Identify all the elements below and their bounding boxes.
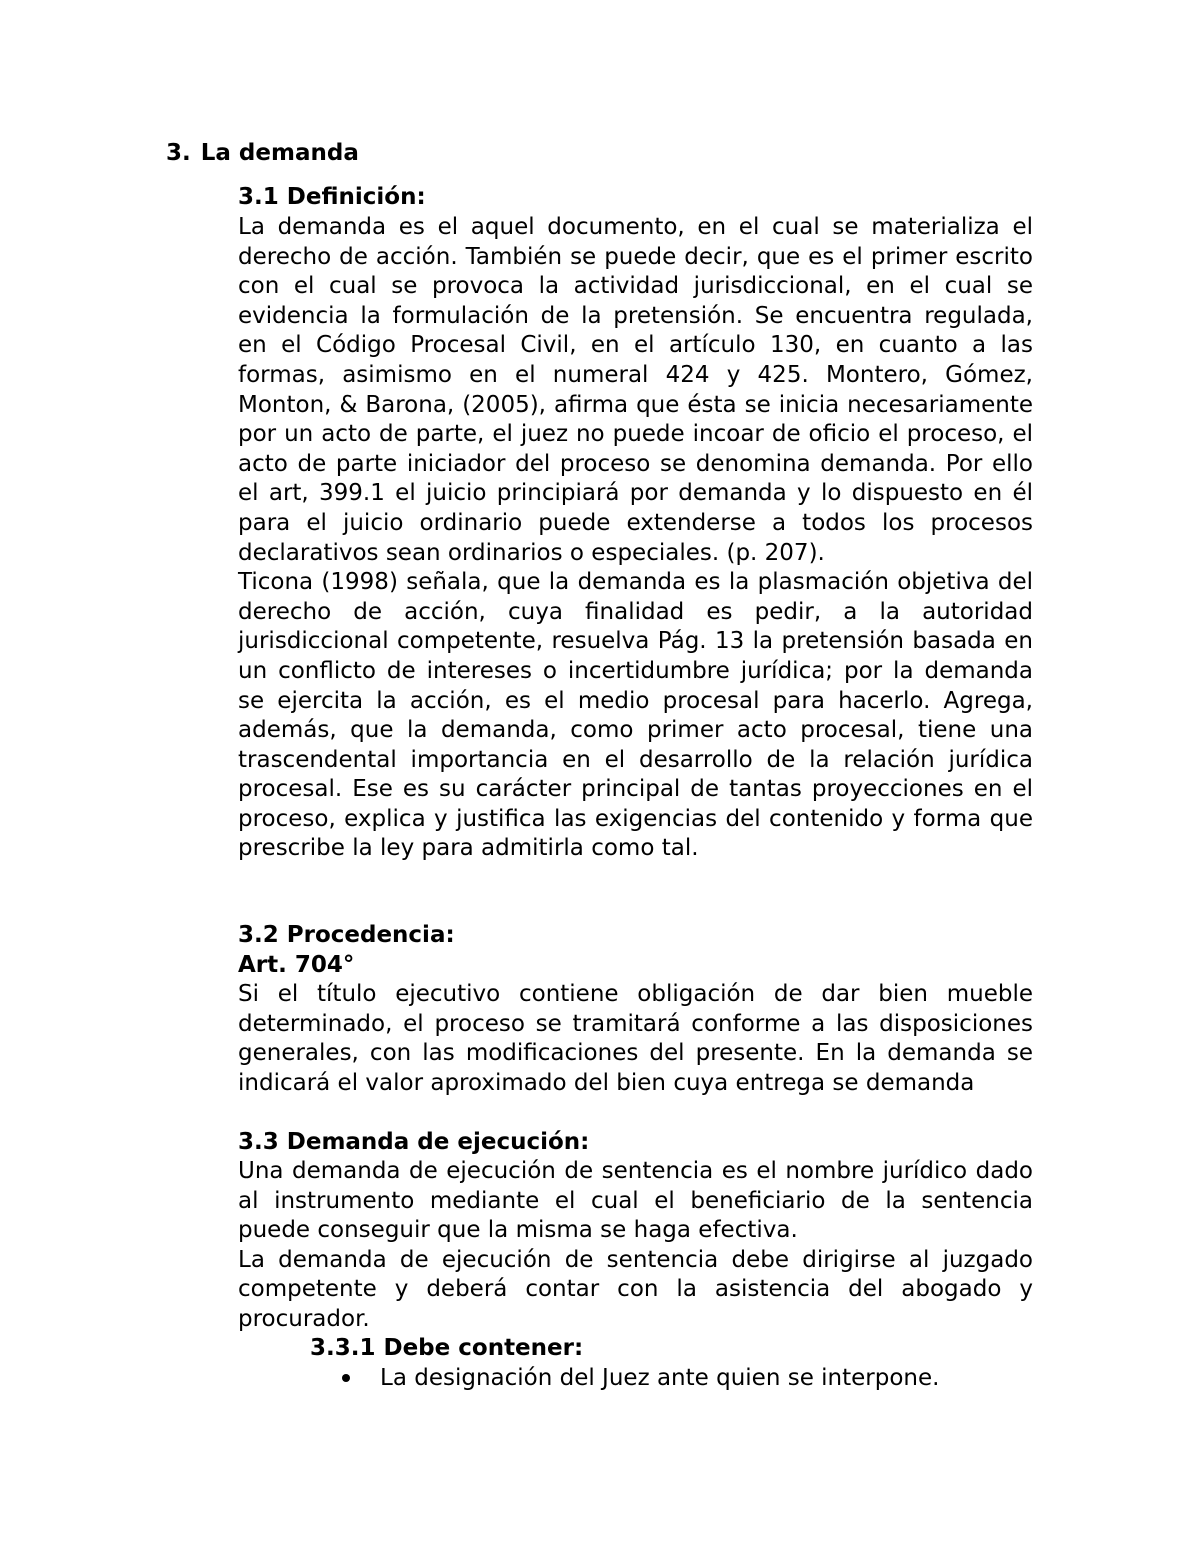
definicion-heading: 3.1 Definición:	[238, 184, 426, 210]
ejecucion-body	[238, 1157, 1033, 1335]
procedencia-article: Art. 704°	[238, 952, 355, 978]
debe-contener-heading: 3.3.1 Debe contener:	[310, 1335, 584, 1361]
requirements-list	[338, 1363, 939, 1393]
section-number: 3.	[166, 140, 191, 166]
ejecucion-paragraph-1: Una demanda de ejecución de sentencia es el nombre jurídico dado al instrumento mediante el cual el beneficiario de la sentencia puede conseguir que la misma se haga efectiva.	[238, 1158, 1033, 1244]
ejecucion-heading: 3.3 Demanda de ejecución:	[238, 1129, 590, 1155]
section-heading	[166, 138, 359, 168]
bullet-icon	[342, 1374, 350, 1382]
procedencia-heading: 3.2 Procedencia:	[238, 922, 455, 948]
ejecucion-paragraph-2: La demanda de ejecución de sentencia debe dirigirse al juzgado competente y deberá contar con la asistencia del abogado y procurador.	[238, 1246, 1033, 1332]
list-item	[338, 1363, 939, 1393]
definicion-paragraph-2: Ticona (1998) señala, que la demanda es la plasmación objetiva del derecho de acción, cuya finalidad es pedir, a la autoridad jurisdiccional competente, resuelva Pág. 13 la pretensión basada en un conflicto de intereses o incertidumbre jurídica; por la demanda se ejercita la acción, es el medio procesal para hacerlo. Agrega, además, que la demanda, como primer acto procesal, tiene una trascendental importancia en el desarrollo de la relación jurídica procesal. Ese es su carácter principal de tantas proyecciones en el proceso, explica y justifica las exigencias del contenido y forma que prescribe la ley para admitirla como tal.	[238, 569, 1033, 862]
procedencia-body	[238, 980, 1033, 1098]
definicion-paragraph-1: La demanda es el aquel documento, en el cual se materializa el derecho de acción. También se puede decir, que es el primer escrito con el cual se provoca la actividad jurisdiccional, en el cual se evidencia la formulación de la pretensión. Se encuentra regulada, en el Código Procesal Civil, en el artículo 130, en cuanto a las formas, asimismo en el numeral 424 y 425. Montero, Gómez, Monton, & Barona, (2005), afirma que ésta se inicia necesariamente por un acto de parte, el juez no puede incoar de oficio el proceso, el acto de parte iniciador del proceso se denomina demanda. Por ello el art, 399.1 el juicio principiará por demanda y lo dispuesto en él para el juicio ordinario puede extenderse a todos los procesos declarativos sean ordinarios o especiales. (p. 207).	[238, 214, 1033, 566]
procedencia-paragraph: Si el título ejecutivo contiene obligación de dar bien mueble determinado, el proceso se tramitará conforme a las disposiciones generales, con las modificaciones del presente. En la demanda se indicará el valor aproximado del bien cuya entrega se demanda	[238, 981, 1033, 1096]
section-title: La demanda	[200, 140, 359, 166]
list-item-text: La designación del Juez ante quien se interpone.	[380, 1365, 940, 1391]
definicion-body	[238, 213, 1033, 864]
